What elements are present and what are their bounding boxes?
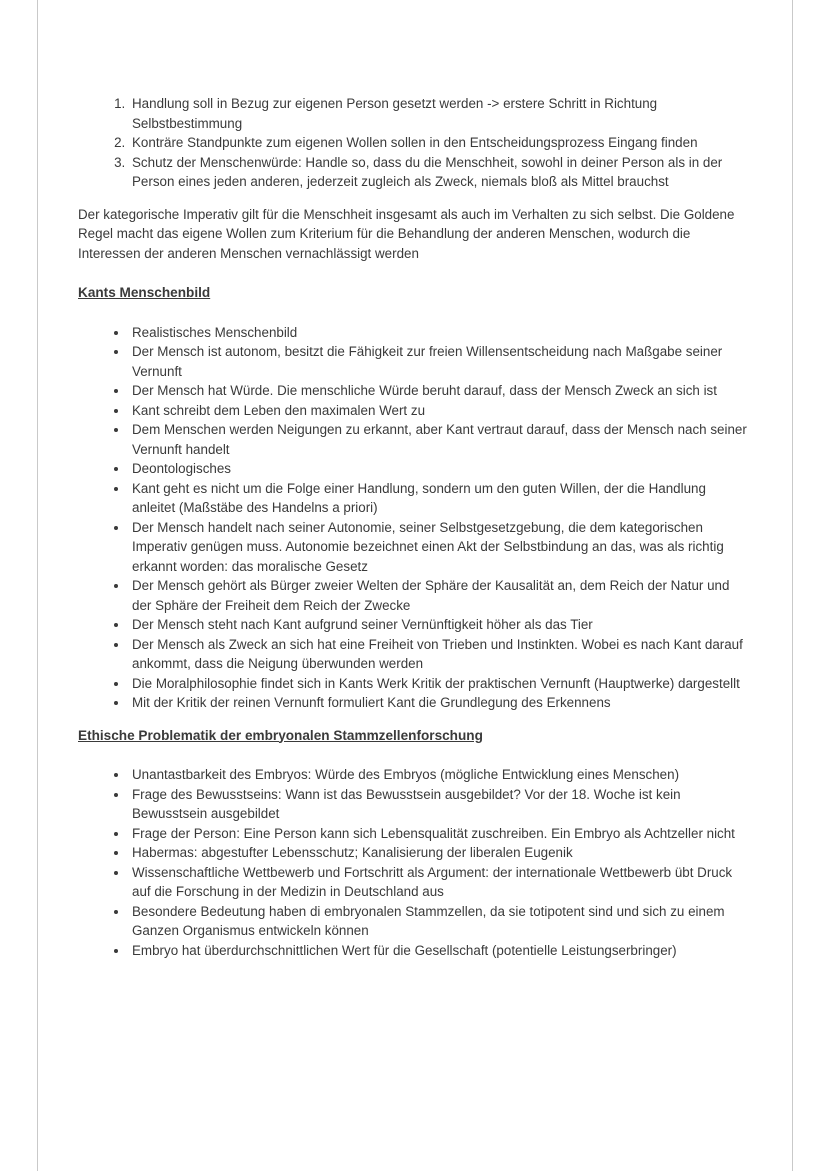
bullet-item: • Wissenschaftliche Wettbewerb und Fortschritt als Argument: der internationale Wettbewerb übt Druck auf die Forschung in der Medizin in Deutschland aus: [129, 863, 752, 902]
bullet-list-stammzellenforschung: [78, 765, 752, 960]
numbered-list-item: 3. Schutz der Menschenwürde: Handle so, dass du die Menschheit, sowohl in deiner Person als in der Person eines jeden anderen, jederzeit zugleich als Zweck, niemals bloß als Mittel brauchst: [129, 153, 752, 192]
bullet-item: • Mit der Kritik der reinen Vernunft formuliert Kant die Grundlegung des Erkennens: [129, 693, 752, 713]
intro-paragraph: Der kategorische Imperativ gilt für die Menschheit insgesamt als auch im Verhalten zu sich selbst. Die Goldene Regel macht das eigene Wollen zum Kriterium für die Behandlung der anderen Menschen, wodurch die Interessen der anderen Menschen vernachlässigt werden: [78, 206, 735, 261]
page-edge-left: [37, 0, 38, 1171]
bullet-item: • Kant geht es nicht um die Folge einer Handlung, sondern um den guten Willen, der die Handlung anleitet (Maßstäbe des Handelns a priori): [129, 479, 752, 518]
bullet-item: • Frage des Bewusstseins: Wann ist das Bewusstsein ausgebildet? Vor der 18. Woche ist kein Bewusstsein ausgebildet: [129, 785, 752, 824]
bullet-item: • Der Mensch hat Würde. Die menschliche Würde beruht darauf, dass der Mensch Zweck an sich ist: [129, 381, 752, 401]
bullet-item: • Dem Menschen werden Neigungen zu erkannt, aber Kant vertraut darauf, dass der Mensch nach seiner Vernunft handelt: [129, 420, 752, 459]
bullet-item: • Die Moralphilosophie findet sich in Kants Werk Kritik der praktischen Vernunft (Hauptwerke) dargestellt: [129, 674, 752, 694]
bullet-item: • Deontologisches: [129, 459, 752, 479]
bullet-item: • Der Mensch steht nach Kant aufgrund seiner Vernünftigkeit höher als das Tier: [129, 615, 752, 635]
bullet-item: • Der Mensch handelt nach seiner Autonomie, seiner Selbstgesetzgebung, die dem kategorischen Imperativ genügen muss. Autonomie bezeichnet einen Akt der Selbstbindung an das, was als richtig erkannt worden: das moralische Gesetz: [129, 518, 752, 577]
numbered-list-item: 2. Konträre Standpunkte zum eigenen Wollen sollen in den Entscheidungsprozess Eingang finden: [129, 133, 752, 153]
bullet-item: • Kant schreibt dem Leben den maximalen Wert zu: [129, 401, 752, 421]
bullet-item: • Habermas: abgestufter Lebensschutz; Kanalisierung der liberalen Eugenik: [129, 843, 752, 863]
page-edge-right: [792, 0, 793, 1171]
document-content: [78, 94, 752, 973]
section-stammzellenforschung: [78, 726, 752, 961]
numbered-list-item: 1. Handlung soll in Bezug zur eigenen Person gesetzt werden -> erstere Schritt in Richtung Selbstbestimmung: [129, 94, 752, 133]
bullet-item: • Unantastbarkeit des Embryos: Würde des Embryos (mögliche Entwicklung eines Menschen): [129, 765, 752, 785]
section-heading-kants-menschenbild: Kants Menschenbild: [78, 285, 211, 300]
section-kants-menschenbild: [78, 283, 752, 713]
numbered-list: [78, 94, 752, 192]
bullet-item: • Besondere Bedeutung haben di embryonalen Stammzellen, da sie totipotent sind und sich zu einem Ganzen Organismus entwickeln können: [129, 902, 752, 941]
bullet-item: • Der Mensch gehört als Bürger zweier Welten der Sphäre der Kausalität an, dem Reich der Natur und der Sphäre der Freiheit dem Reich der Zwecke: [129, 576, 752, 615]
bullet-item: • Realistisches Menschenbild: [129, 323, 752, 343]
bullet-list-kants-menschenbild: [78, 323, 752, 713]
bullet-item: • Der Mensch als Zweck an sich hat eine Freiheit von Trieben und Instinkten. Wobei es nach Kant darauf ankommt, dass die Neigung überwunden werden: [129, 635, 752, 674]
bullet-item: • Frage der Person: Eine Person kann sich Lebensqualität zuschreiben. Ein Embryo als Achtzeller nicht: [129, 824, 752, 844]
section-heading-stammzellenforschung: Ethische Problematik der embryonalen Stammzellenforschung: [78, 727, 483, 743]
bullet-item: • Embryo hat überdurchschnittlichen Wert für die Gesellschaft (potentielle Leistungserbringer): [129, 941, 752, 961]
bullet-item: • Der Mensch ist autonom, besitzt die Fähigkeit zur freien Willensentscheidung nach Maßgabe seiner Vernunft: [129, 342, 752, 381]
